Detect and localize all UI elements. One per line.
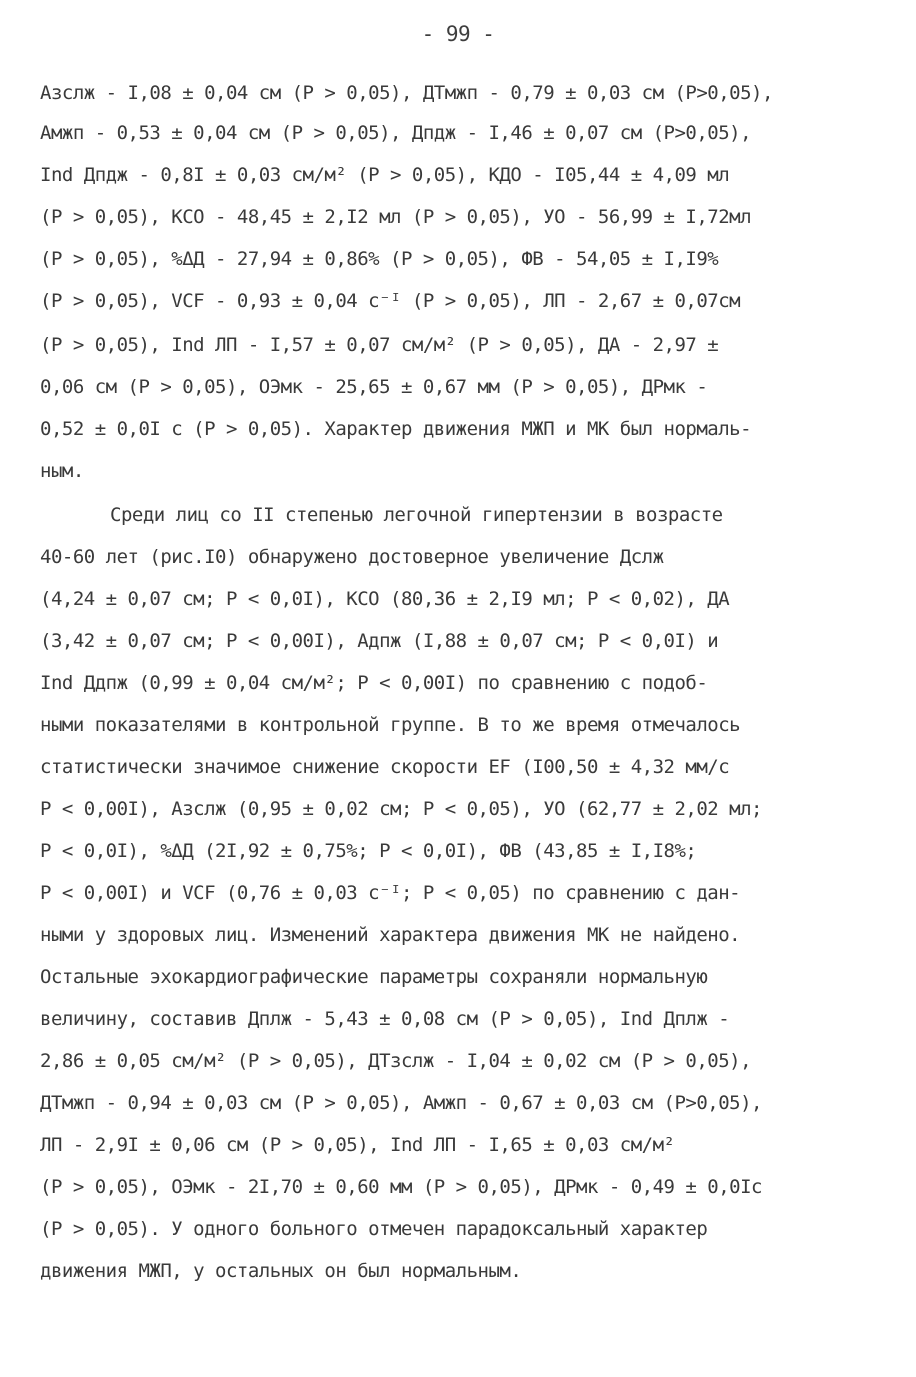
text-line: Aзслж - I,08 ± 0,04 см (P > 0,05), ДТмжп - 0,79 ± 0,03 см (P>0,05), <box>40 82 773 104</box>
text-line: P < 0,0I), %ΔД (2I,92 ± 0,75%; P < 0,0I), ФВ (43,85 ± I,I8%; <box>40 840 697 862</box>
text-line: движения МЖП, у остальных он был нормальным. <box>40 1260 522 1282</box>
text-line: (P > 0,05), КСО - 48,45 ± 2,I2 мл (P > 0,05), УО - 56,99 ± I,72мл <box>40 206 752 228</box>
text-line: Остальные эхокардиографические параметры сохраняли нормальную <box>40 966 708 988</box>
text-line: (4,24 ± 0,07 см; P < 0,0I), КСО (80,36 ± 2,I9 мл; P < 0,02), ДА <box>40 588 730 610</box>
text-line: величину, составив Дплж - 5,43 ± 0,08 см (P > 0,05), Ind Дплж - <box>40 1008 730 1030</box>
text-line: P < 0,00I) и VCF (0,76 ± 0,03 с⁻ᴵ; P < 0,05) по сравнению с дан- <box>40 882 741 904</box>
text-line: Aмжп - 0,53 ± 0,04 см (P > 0,05), Дпдж - I,46 ± 0,07 см (P>0,05), <box>40 122 752 144</box>
text-line: (P > 0,05), ОЭмк - 2I,70 ± 0,60 мм (P > 0,05), ДРмк - 0,49 ± 0,0Iс <box>40 1176 762 1198</box>
text-line: 0,52 ± 0,0I с (P > 0,05). Характер движения МЖП и МК был нормаль- <box>40 418 752 440</box>
text-line: (P > 0,05), %ΔД - 27,94 ± 0,86% (P > 0,05), ФВ - 54,05 ± I,I9% <box>40 248 719 270</box>
text-line: P < 0,00I), Aзслж (0,95 ± 0,02 см; P < 0,05), УО (62,77 ± 2,02 мл; <box>40 798 762 820</box>
page-number: - 99 - <box>421 22 495 46</box>
text-line: ными у здоровых лиц. Изменений характера движения МК не найдено. <box>40 924 741 946</box>
text-line: ДТмжп - 0,94 ± 0,03 см (P > 0,05), Aмжп - 0,67 ± 0,03 см (P>0,05), <box>40 1092 762 1114</box>
text-line: ным. <box>40 460 84 482</box>
text-line: статистически значимое снижение скорости EF (I00,50 ± 4,32 мм/с <box>40 756 730 778</box>
text-line: (3,42 ± 0,07 см; P < 0,00I), Aдпж (I,88 ± 0,07 см; P < 0,0I) и <box>40 630 719 652</box>
text-line: ЛП - 2,9I ± 0,06 см (P > 0,05), Ind ЛП - I,65 ± 0,03 см/м² <box>40 1134 675 1156</box>
text-line: Ind Ддпж (0,99 ± 0,04 см/м²; P < 0,00I) по сравнению с подоб- <box>40 672 708 694</box>
text-line: (P > 0,05), Ind ЛП - I,57 ± 0,07 см/м² (P > 0,05), ДА - 2,97 ± <box>40 334 719 356</box>
text-line: (P > 0,05). У одного больного отмечен парадоксальный характер <box>40 1218 708 1240</box>
text-line: Среди лиц со II степенью легочной гипертензии в возрасте <box>110 504 723 526</box>
text-line: Ind Дпдж - 0,8I ± 0,03 см/м² (P > 0,05), КДО - I05,44 ± 4,09 мл <box>40 164 730 186</box>
text-line: ными показателями в контрольной группе. В то же время отмечалось <box>40 714 741 736</box>
text-line: 0,06 см (P > 0,05), ОЭмк - 25,65 ± 0,67 мм (P > 0,05), ДРмк - <box>40 376 708 398</box>
text-line: 2,86 ± 0,05 см/м² (P > 0,05), ДТзслж - I,04 ± 0,02 см (P > 0,05), <box>40 1050 752 1072</box>
text-line: (P > 0,05), VCF - 0,93 ± 0,04 с⁻ᴵ (P > 0,05), ЛП - 2,67 ± 0,07см <box>40 290 741 312</box>
text-line: 40-60 лет (рис.I0) обнаружено достоверное увеличение Дслж <box>40 546 664 568</box>
